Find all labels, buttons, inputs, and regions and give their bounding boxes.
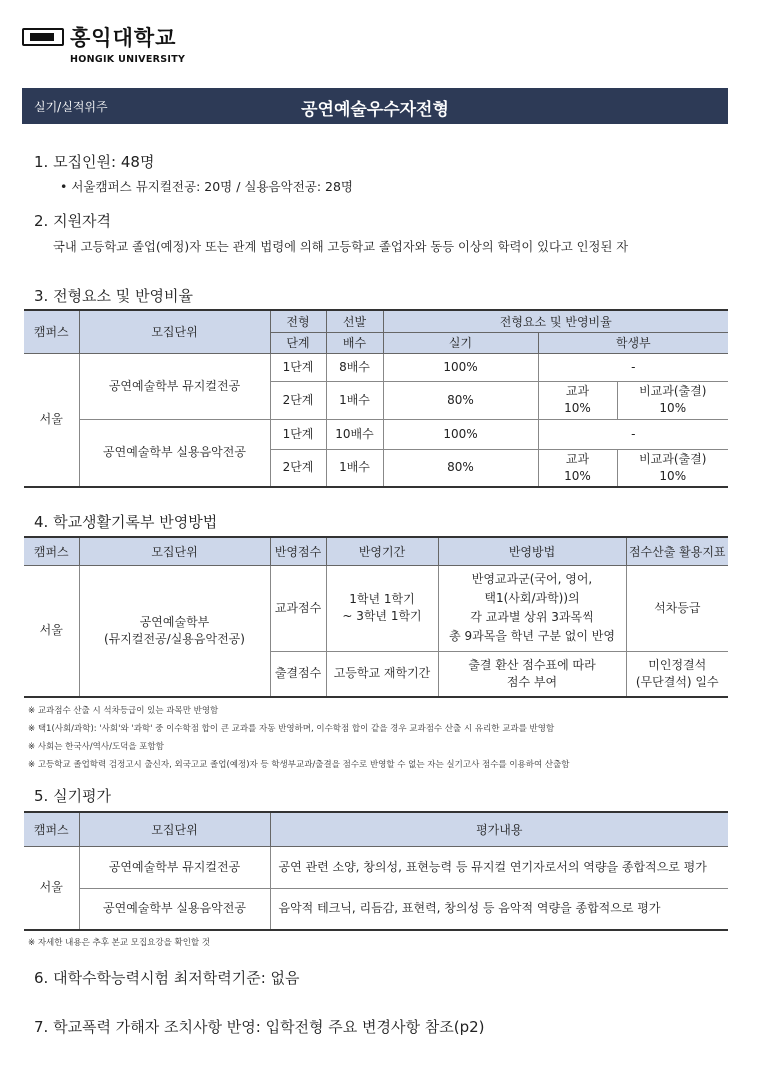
content-cell: 공연 관련 소양, 창의성, 표현능력 등 뮤지컬 연기자로서의 역량을 종합적으로 평가 xyxy=(270,846,728,888)
method-cell xyxy=(438,651,626,697)
index-cell: 석차등급 xyxy=(626,565,728,651)
subject-label: 교과 xyxy=(565,384,590,399)
subject-value: 10% xyxy=(564,468,591,483)
content-cell: 음악적 테크닉, 리듬감, 표현력, 창의성 등 음악적 역량을 종합적으로 평가 xyxy=(270,888,728,930)
period-cell xyxy=(326,565,438,651)
school-record-table xyxy=(24,536,728,698)
section-1-heading: 1. 모집인원: 48명 xyxy=(34,153,155,171)
note: ※ 교과점수 산출 시 석차등급이 있는 과목만 반영함 xyxy=(28,706,219,716)
table-row xyxy=(24,353,728,381)
header-practical: 실기 xyxy=(383,332,538,353)
header-campus: 캠퍼스 xyxy=(24,537,79,565)
method-line: 총 9과목을 학년 구분 없이 반영 xyxy=(449,629,615,644)
subject-cell xyxy=(538,449,617,487)
unit-line: (뮤지컬전공/실용음악전공) xyxy=(104,631,245,646)
section-6-heading: 6. 대학수학능력시험 최저학력기준: 없음 xyxy=(34,969,300,987)
header-campus: 캠퍼스 xyxy=(24,310,79,353)
title-banner xyxy=(22,88,728,124)
section-7-heading: 7. 학교폭력 가해자 조치사항 반영: 입학전형 주요 변경사항 참조(p2) xyxy=(34,1018,485,1036)
university-logo xyxy=(22,22,185,65)
header-unit: 모집단위 xyxy=(79,812,270,846)
note: ※ 사회는 한국사/역사/도덕을 포함함 xyxy=(28,742,164,752)
practical-cell: 80% xyxy=(383,449,538,487)
logo-korean-name: 홍익대학교 xyxy=(70,26,177,50)
banner-title: 공연예술우수자전형 xyxy=(301,100,449,120)
header-record: 학생부 xyxy=(538,332,728,353)
header-unit: 모집단위 xyxy=(79,310,270,353)
header-ratio: 전형요소 및 반영비율 xyxy=(383,310,728,332)
section-5-heading: 5. 실기평가 xyxy=(34,787,112,805)
index-line: 미인정결석 xyxy=(648,657,707,672)
table-row xyxy=(24,419,728,449)
score-cell: 교과점수 xyxy=(270,565,326,651)
method-line: 각 교과별 상위 3과목씩 xyxy=(470,610,594,624)
multiple-cell: 10배수 xyxy=(326,419,383,449)
attendance-value: 10% xyxy=(659,401,687,415)
header-campus: 캠퍼스 xyxy=(24,812,79,846)
multiple-cell: 1배수 xyxy=(326,381,383,419)
unit-cell: 공연예술학부 실용음악전공 xyxy=(79,888,270,930)
attendance-cell xyxy=(617,449,728,487)
attendance-label: 비교과(출결) xyxy=(639,384,707,399)
table-row xyxy=(24,888,728,930)
subject-cell xyxy=(538,381,617,419)
record-cell: - xyxy=(538,353,728,381)
period-cell: 고등학교 재학기간 xyxy=(326,651,438,697)
unit-cell: 공연예술학부 뮤지컬전공 xyxy=(79,353,270,419)
period-line: ~ 3학년 1학기 xyxy=(342,609,422,623)
subject-label: 교과 xyxy=(565,451,590,466)
practical-cell: 100% xyxy=(383,353,538,381)
header-stage-1: 전형 xyxy=(270,310,326,332)
practical-cell: 100% xyxy=(383,419,538,449)
header-index: 점수산출 활용지표 xyxy=(626,537,728,565)
attendance-cell xyxy=(617,381,728,419)
header-unit: 모집단위 xyxy=(79,537,270,565)
practical-evaluation-table xyxy=(24,811,728,931)
header-selection-2: 배수 xyxy=(326,332,383,353)
header-method: 반영방법 xyxy=(438,537,626,565)
record-cell: - xyxy=(538,419,728,449)
campus-cell: 서울 xyxy=(24,565,79,697)
stage-cell: 1단계 xyxy=(270,353,326,381)
table-row xyxy=(24,846,728,888)
logo-emblem-icon xyxy=(22,28,64,46)
stage-cell: 2단계 xyxy=(270,381,326,419)
attendance-label: 비교과(출결) xyxy=(639,451,707,466)
note: ※ 자세한 내용은 추후 본교 모집요강을 확인할 것 xyxy=(28,938,211,948)
method-cell xyxy=(438,565,626,651)
period-line: 1학년 1학기 xyxy=(349,592,415,607)
note: ※ 고등학교 졸업학력 검정고시 출신자, 외국고교 졸업(예정)자 등 학생부교과/출결을 점수로 반영할 수 없는 자는 실기고사 점수를 이용하여 산출함 xyxy=(28,760,570,770)
attendance-value: 10% xyxy=(659,468,687,483)
index-line: (무단결석) 일수 xyxy=(635,674,719,689)
method-line: 점수 부여 xyxy=(506,674,558,689)
campus-cell: 서울 xyxy=(24,353,79,487)
unit-cell: 공연예술학부 실용음악전공 xyxy=(79,419,270,487)
multiple-cell: 8배수 xyxy=(326,353,383,381)
header-score: 반영점수 xyxy=(270,537,326,565)
banner-subtitle: 실기/실적위주 xyxy=(34,100,108,114)
method-line: 반영교과군(국어, 영어, xyxy=(471,571,593,586)
stage-cell: 2단계 xyxy=(270,449,326,487)
unit-cell: 공연예술학부 뮤지컬전공 xyxy=(79,846,270,888)
header-stage-2: 단계 xyxy=(270,332,326,353)
stage-cell: 1단계 xyxy=(270,419,326,449)
unit-line: 공연예술학부 xyxy=(139,614,210,629)
method-line: 출결 환산 점수표에 따라 xyxy=(468,657,596,672)
subject-value: 10% xyxy=(564,401,591,415)
selection-ratio-table xyxy=(24,309,728,488)
score-cell: 출결점수 xyxy=(270,651,326,697)
campus-cell: 서울 xyxy=(24,846,79,930)
note: ※ 택1(사회/과학): '사회'와 '과학' 중 이수학점 합이 큰 교과를 자동 반영하며, 이수학점 합이 같을 경우 교과점수 산출 시 유리한 교과를 반영함 xyxy=(28,724,555,734)
header-content: 평가내용 xyxy=(270,812,728,846)
practical-cell: 80% xyxy=(383,381,538,419)
table-row xyxy=(24,565,728,651)
multiple-cell: 1배수 xyxy=(326,449,383,487)
section-4-heading: 4. 학교생활기록부 반영방법 xyxy=(34,513,218,531)
method-line: 택1(사회/과학))의 xyxy=(484,590,580,605)
section-1-bullet: • 서울캠퍼스 뮤지컬전공: 20명 / 실용음악전공: 28명 xyxy=(60,179,354,194)
unit-cell xyxy=(79,565,270,697)
index-cell xyxy=(626,651,728,697)
section-3-heading: 3. 전형요소 및 반영비율 xyxy=(34,287,194,305)
section-2-body: 국내 고등학교 졸업(예정)자 또는 관계 법령에 의해 고등학교 졸업자와 동등 이상의 학력이 있다고 인정된 자 xyxy=(53,240,629,254)
header-period: 반영기간 xyxy=(326,537,438,565)
header-selection-1: 선발 xyxy=(326,310,383,332)
section-2-heading: 2. 지원자격 xyxy=(34,212,112,230)
logo-english-name: HONGIK UNIVERSITY xyxy=(70,54,186,65)
